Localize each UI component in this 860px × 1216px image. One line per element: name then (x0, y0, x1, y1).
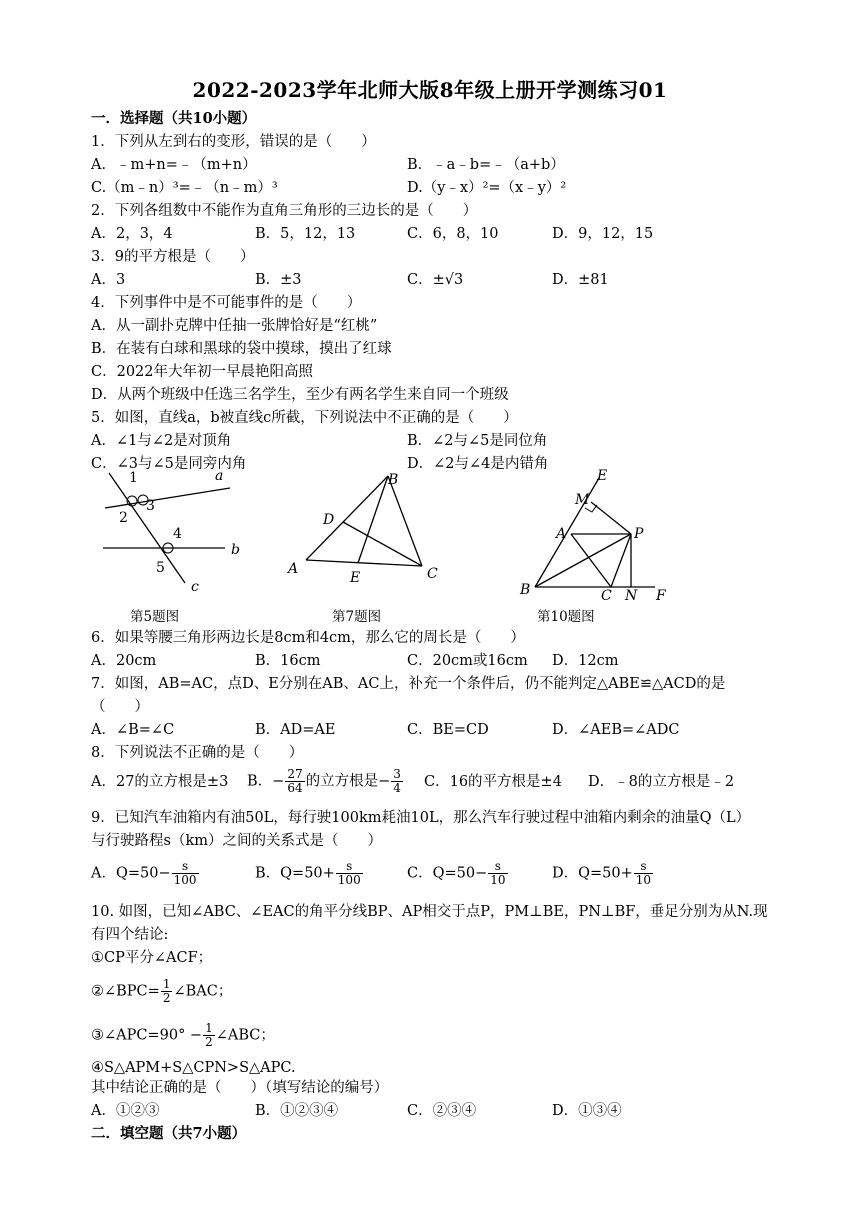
q2-option-c: C．6，8，10 (407, 226, 499, 242)
q9-c-numerator: s (488, 860, 507, 874)
q10-c2-suffix: ∠BAC； (173, 983, 233, 1000)
q7-option-b: B．AD=AE (255, 722, 336, 738)
q2-option-a: A．2，3，4 (91, 226, 173, 242)
q10-stem-cont: 有四个结论: (91, 927, 169, 943)
q1-option-c: C.（m﹣n）³=﹣（n﹣m）³ (91, 180, 278, 196)
figure-5-caption: 第5题图 (130, 609, 180, 625)
fig5-angle-5: 5 (156, 560, 165, 576)
q3-stem: 3．9的平方根是（ ） (91, 249, 255, 265)
fig5-angle-4: 4 (173, 526, 182, 542)
q8-option-c: C．16的平方根是±4 (424, 774, 562, 790)
q8-option-b (247, 768, 404, 795)
q4-option-b: B．在装有白球和黑球的袋中摸球，摸出了红球 (91, 341, 392, 357)
q10-c3-numerator: 1 (205, 1021, 213, 1035)
fig5-angle-2: 2 (119, 510, 128, 526)
q10-c3-prefix: ③∠APC=90° − (91, 1027, 203, 1044)
q8-b-numerator2: 3 (393, 767, 401, 781)
q9-b-fraction (336, 860, 363, 887)
figure-5-diagram (95, 468, 270, 598)
q10-conclusion-2 (91, 978, 232, 1005)
q8-stem: 8．下列说法不正确的是（ ） (91, 745, 304, 761)
q4-option-a: A．从一副扑克牌中任抽一张牌恰好是“红桃” (91, 318, 378, 334)
q6-stem: 6．如果等腰三角形两边长是8cm和4cm，那么它的周长是（ ） (91, 630, 525, 646)
figure-7-caption: 第7题图 (332, 609, 382, 625)
fig10-label-f: F (656, 588, 666, 601)
fig7-label-d: D (323, 512, 335, 528)
fig5-angle-3: 3 (146, 498, 155, 514)
q9-stem: 9．已知汽车油箱内有油50L，每行驶100km耗油10L，那么汽车行驶过程中油箱内剩余的油量Q（L） (91, 810, 751, 826)
q10-option-d: D．①③④ (552, 1103, 622, 1119)
q1-stem: 1．下列从左到右的变形，错误的是（ ） (91, 134, 376, 150)
q4-stem: 4．下列事件中是不可能事件的是（ ） (91, 295, 362, 311)
q9-b-numerator: s (336, 860, 363, 874)
q10-option-c: C．②③④ (407, 1103, 477, 1119)
q7-option-c: C．BE=CD (407, 722, 489, 738)
q3-option-d: D．±81 (552, 272, 609, 288)
q10-c2-denominator: 2 (162, 991, 171, 1005)
q6-option-d: D．12cm (552, 653, 619, 669)
q10-option-a: A．①②③ (91, 1103, 160, 1119)
q9-c-fraction (488, 860, 507, 887)
q10-option-b: B．①②③④ (255, 1103, 339, 1119)
q8-b-numerator: 27 (287, 767, 303, 781)
fig7-label-c: C (427, 566, 438, 582)
q9-option-a (91, 860, 200, 887)
q1-option-d: D.（y﹣x）²=（x﹣y）² (407, 180, 567, 196)
q10-tail: 其中结论正确的是（ ）（填写结论的编号） (91, 1080, 389, 1096)
q9-option-d (552, 860, 654, 887)
q9-c-prefix: C．Q=50− (407, 865, 488, 882)
q9-stem-cont: 与行驶路程s（km）之间的关系式是（ ） (91, 833, 382, 849)
q7-stem-cont: （ ） (91, 699, 149, 715)
figure-10-caption: 第10题图 (537, 609, 595, 625)
fig5-label-a: a (215, 468, 224, 484)
fig10-label-p: P (634, 526, 644, 542)
q9-d-denominator: 10 (635, 873, 652, 887)
q10-c2-prefix: ②∠BPC= (91, 983, 160, 1000)
fig7-label-b: B (388, 472, 399, 488)
q8-b-denominator: 64 (287, 781, 303, 795)
q9-a-denominator: 100 (173, 873, 197, 887)
q2-stem: 2．下列各组数中不能作为直角三角形的三边长的是（ ） (91, 203, 478, 219)
q9-b-denominator: 100 (337, 873, 361, 887)
q10-c3-denominator: 2 (205, 1035, 213, 1049)
page-title: 2022-2023学年北师大版8年级上册开学测练习01 (192, 78, 668, 102)
q9-b-prefix: B．Q=50+ (255, 865, 335, 882)
q3-option-b: B．±3 (255, 272, 302, 288)
q10-stem: 10. 如图，已知∠ABC、∠EAC的角平分线BP、AP相交于点P，PM⊥BE，PN⊥BF，垂足分别为从N.现 (91, 904, 768, 920)
q10-conclusion-4: ④S△APM+S△CPN>S△APC. (91, 1060, 296, 1076)
q5-stem: 5．如图，直线a，b被直线c所截，下列说法中不正确的是（ ） (91, 410, 518, 426)
q9-d-numerator: s (634, 860, 653, 874)
q5-option-b: B．∠2与∠5是同位角 (407, 433, 548, 449)
fig7-label-a: A (288, 561, 299, 577)
q8-option-a: A．27的立方根是±3 (91, 774, 229, 790)
q9-option-b (255, 860, 364, 887)
fig10-label-b: B (520, 582, 531, 598)
q5-option-c: C．∠3与∠5是同旁内角 (91, 456, 247, 472)
q9-d-prefix: D．Q=50+ (552, 865, 633, 882)
figure-10-diagram (515, 466, 675, 601)
q7-stem: 7．如图，AB=AC，点D、E分别在AB、AC上，补充一个条件后，仍不能判定△ABE≌△ACD的是 (91, 676, 726, 692)
q10-c2-numerator: 1 (162, 977, 171, 991)
q6-option-b: B．16cm (255, 653, 321, 669)
q4-option-c: C．2022年大年初一早晨艳阳高照 (91, 364, 313, 380)
q2-option-d: D．9，12，15 (552, 226, 654, 242)
fig10-label-a: A (556, 526, 567, 542)
q9-a-prefix: A．Q=50− (91, 865, 171, 882)
q5-option-d: D．∠2与∠4是内错角 (407, 456, 549, 472)
q3-option-a: A．3 (91, 272, 126, 288)
q4-option-d: D．从两个班级中任选三名学生，至少有两名学生来自同一个班级 (91, 387, 509, 403)
fig5-label-c: c (191, 579, 199, 595)
q7-option-a: A．∠B=∠C (91, 722, 175, 738)
q10-c3-fraction (203, 1022, 215, 1049)
q7-option-d: D．∠AEB=∠ADC (552, 722, 680, 738)
q8-option-d: D．﹣8的立方根是﹣2 (588, 774, 735, 790)
fig10-label-c: C (601, 588, 612, 601)
q3-option-c: C．±√3 (407, 272, 464, 288)
q5-option-a: A．∠1与∠2是对顶角 (91, 433, 232, 449)
q10-c3-suffix: ∠ABC； (215, 1027, 275, 1044)
q1-option-a: A．﹣m+n=﹣（m+n） (91, 157, 257, 173)
q9-a-fraction (172, 860, 199, 887)
section-choice-heading: 一．选择题（共10小题） (91, 110, 257, 127)
fig5-label-b: b (231, 542, 240, 558)
q9-d-fraction (634, 860, 653, 887)
fig5-angle-1: 1 (129, 470, 138, 486)
q9-option-c (407, 860, 509, 887)
fig10-label-n: N (625, 588, 638, 601)
q9-c-denominator: 10 (490, 873, 506, 887)
fig7-label-e: E (350, 570, 361, 586)
figure-7-diagram (280, 470, 450, 595)
q10-c2-fraction (161, 978, 173, 1005)
q1-option-b: B．﹣a﹣b=﹣（a+b） (407, 157, 565, 173)
fig10-label-m: M (575, 492, 590, 508)
q8-b-fraction2 (391, 768, 403, 795)
q8-b-middle: 的立方根是− (305, 773, 391, 790)
q10-conclusion-1: ①CP平分∠ACF； (91, 950, 213, 966)
q8-b-fraction (285, 768, 304, 795)
q9-a-numerator: s (172, 860, 199, 874)
q8-b-prefix: B．− (247, 773, 285, 790)
q6-option-c: C．20cm或16cm (407, 653, 528, 669)
q10-conclusion-3 (91, 1022, 275, 1049)
q8-b-denominator2: 4 (393, 781, 401, 795)
q6-option-a: A．20cm (91, 653, 157, 669)
q2-option-b: B．5，12，13 (255, 226, 356, 242)
fig10-label-e: E (597, 468, 608, 484)
section-fill-heading: 二．填空题（共7小题） (91, 1125, 247, 1142)
